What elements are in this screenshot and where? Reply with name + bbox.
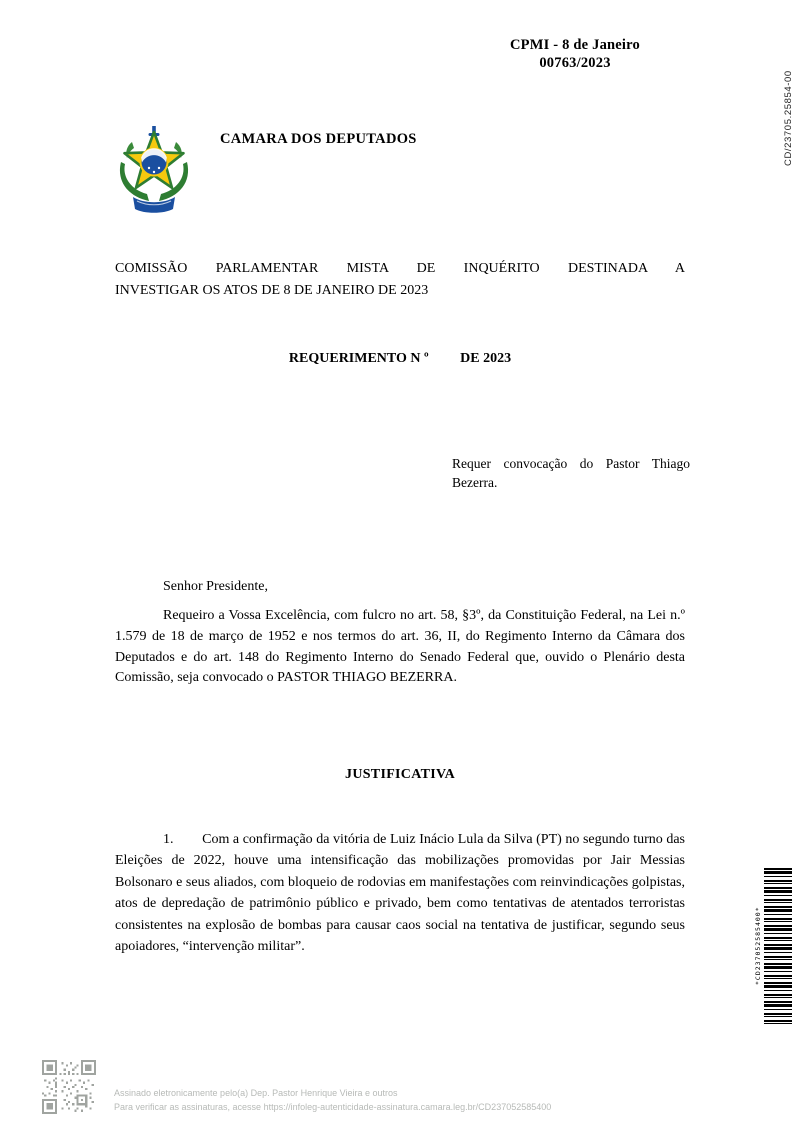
commission-title-line1: COMISSÃO PARLAMENTAR MISTA DE INQUÉRITO DESTINADA A — [115, 261, 685, 276]
document-barcode — [752, 868, 792, 1024]
footer-signed-line: Assinado eletronicamente pelo(a) Dep. Pastor Henrique Vieira e outros — [114, 1088, 398, 1098]
protocol-number: 00763/2023 — [539, 55, 611, 71]
barcode-code-text: *CD237052585400* — [754, 906, 762, 986]
footer-verify-line: Para verificar as assinaturas, acesse https://infoleg-autenticidade-assinatura.camara.leg.br/CD237052585400 — [114, 1102, 552, 1112]
signature-qr-code-icon — [42, 1060, 96, 1114]
institution-name: CAMARA DOS DEPUTADOS — [220, 131, 417, 147]
justification-paragraph: 1. Com a confirmação da vitória de Luiz Inácio Lula da Silva (PT) no segundo turno das Eleições de 2022, houve uma intensificação das mobilizações promovidas por Jair Messias Bolsonaro e seus aliados, com bloqueio de rodovias em manifestações com reinvindicações golpistas, atos de depredação de patrimônio público e privado, bem como tentativas de atentados terroristas consistentes na explosão de bombas para causar caos social na tentativa de justificar, segundo seus apoiadores, “intervenção militar”. — [115, 832, 685, 955]
requirement-title: REQUERIMENTO N º DE 2023 — [288, 351, 512, 366]
protocol-stamp — [455, 36, 695, 72]
requirement-summary: Requer convocação do Pastor Thiago Bezerra. — [452, 456, 690, 490]
request-paragraph: Requeiro a Vossa Excelência, com fulcro no art. 58, §3º, da Constituição Federal, na Lei n.º 1.579 de 18 de março de 1952 e nos termos do art. 36, II, do Regimento Interno da Câmara dos Deputados e do art. 148 do Regimento Interno do Senado Federal que, ouvido o Plenário desta Comissão, seja convocado o PASTOR THIAGO BEZERRA. — [115, 608, 685, 686]
signature-footer — [114, 1086, 674, 1114]
salutation: Senhor Presidente, — [163, 579, 268, 594]
side-document-code: CD/23705.25854-00 — [783, 70, 794, 166]
commission-title — [115, 258, 685, 301]
barcode-bars-icon — [764, 868, 792, 1024]
protocol-commission-line: CPMI - 8 de Janeiro — [510, 37, 640, 53]
justification-heading: JUSTIFICATIVA — [345, 767, 455, 782]
commission-title-line2: INVESTIGAR OS ATOS DE 8 DE JANEIRO DE 2023 — [115, 282, 429, 298]
brazil-coat-of-arms-icon — [108, 124, 200, 218]
